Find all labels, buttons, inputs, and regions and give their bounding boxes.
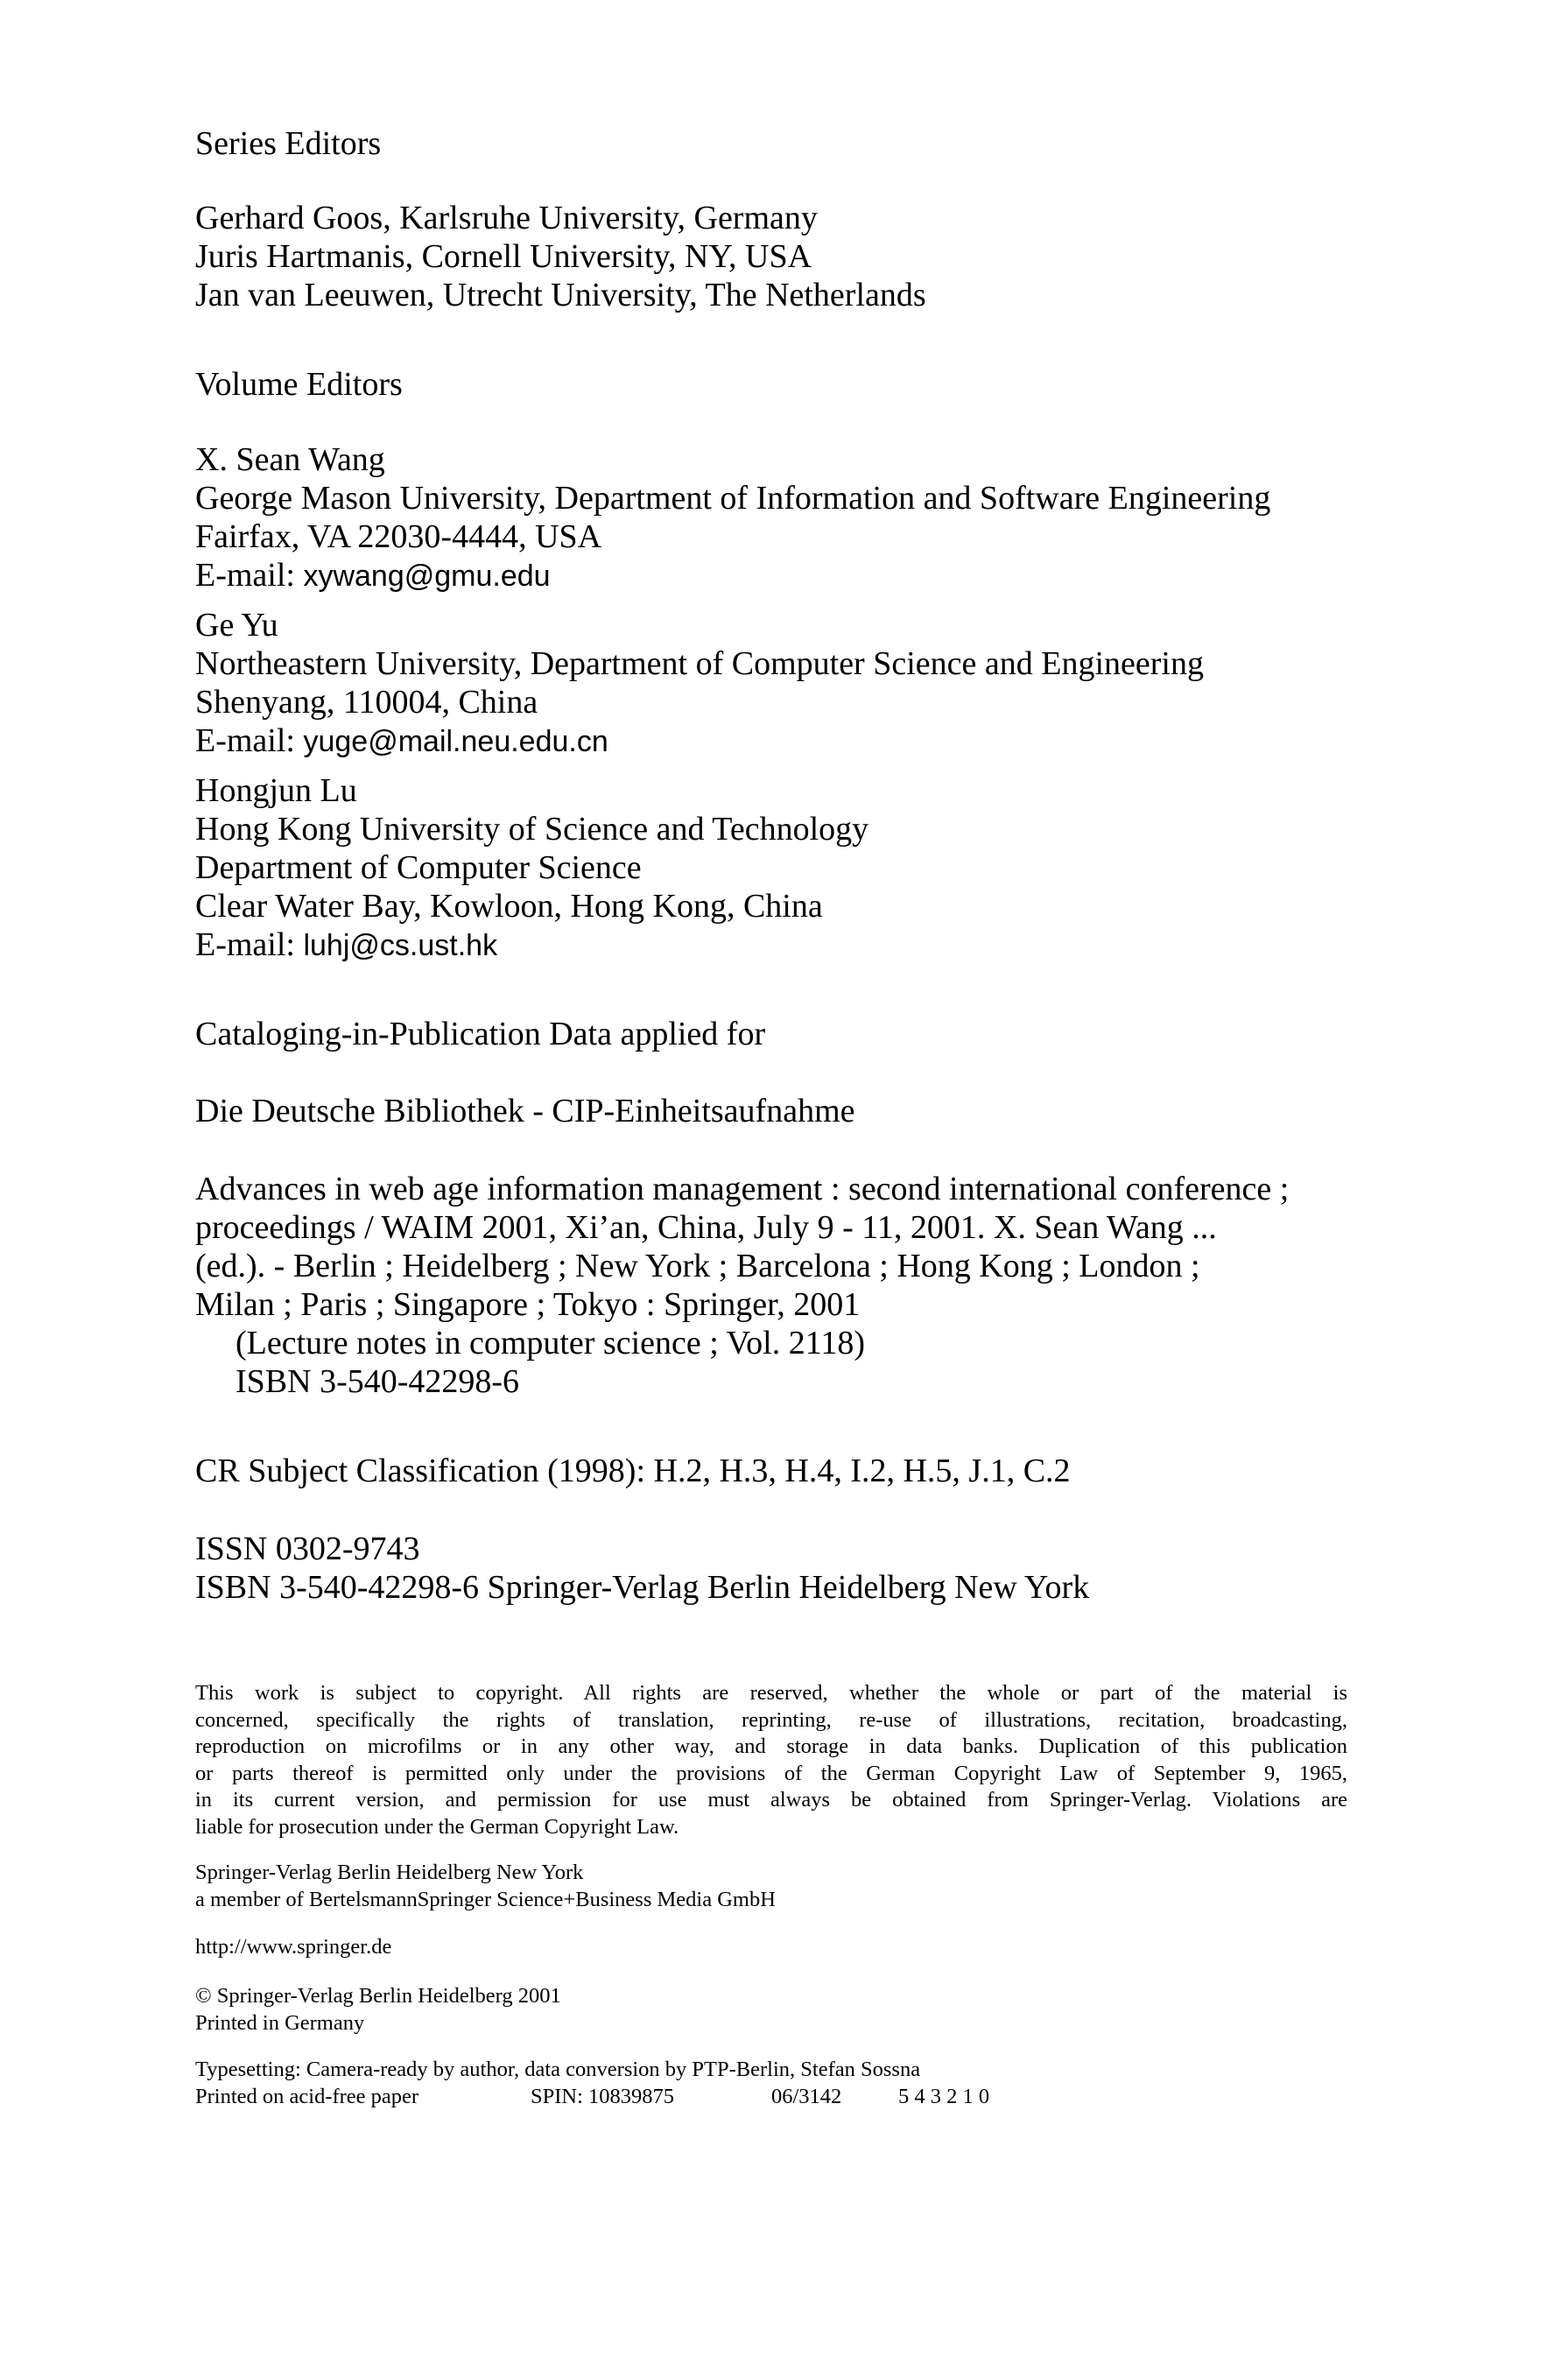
- email-prefix: E-mail:: [195, 926, 304, 963]
- email-prefix: E-mail:: [195, 722, 304, 759]
- copyright-notice-line: concerned, specifically the rights of translation, reprinting, re-use of illustrations, recitation, broadcasting,: [195, 1707, 1347, 1732]
- series-editor: Jan van Leeuwen, Utrecht University, The Netherlands: [195, 277, 926, 313]
- cip-library-text: Die Deutsche Bibliothek - CIP-Einheitsaufnahme: [195, 1093, 855, 1129]
- copyright-block: [195, 1983, 561, 2037]
- cip-record-line: (ed.). - Berlin ; Heidelberg ; New York ; Barcelona ; Hong Kong ; London ;: [195, 1248, 1200, 1284]
- series-editors-list: [195, 199, 926, 314]
- publisher-line: Springer-Verlag Berlin Heidelberg New York: [195, 1861, 584, 1884]
- isbn: ISBN 3-540-42298-6 Springer-Verlag Berlin Heidelberg New York: [195, 1569, 1090, 1606]
- editor-name: X. Sean Wang: [195, 441, 385, 478]
- editor-affiliation: Fairfax, VA 22030-4444, USA: [195, 518, 602, 555]
- spin-number: SPIN: 10839875: [531, 2084, 675, 2108]
- print-info-row: [195, 2084, 989, 2111]
- editor-name: Hongjun Lu: [195, 772, 357, 809]
- editor-affiliation: Clear Water Bay, Kowloon, Hong Kong, China: [195, 888, 823, 925]
- volume-editor-entry: [195, 606, 1204, 761]
- copyright-notice-line: in its current version, and permission for use must always be obtained from Springer-Verlag. Violations are: [195, 1788, 1347, 1812]
- cip-record-line: Advances in web age information management : second international conference ;: [195, 1171, 1290, 1207]
- copyright-notice-line: or parts thereof is permitted only under the provisions of the German Copyright Law of September 9, 1965,: [195, 1761, 1347, 1785]
- editor-affiliation: George Mason University, Department of Information and Software Engineering: [195, 480, 1271, 517]
- volume-editor-entry: [195, 440, 1270, 595]
- cip-record-line: ISBN 3-540-42298-6: [236, 1363, 520, 1400]
- print-run-numbers: 5 4 3 2 1 0: [898, 2084, 990, 2108]
- editor-name: Ge Yu: [195, 607, 278, 644]
- cip-record-line: proceedings / WAIM 2001, Xi’an, China, July 9 - 11, 2001. X. Sean Wang ...: [195, 1209, 1217, 1246]
- cr-classification: [195, 1452, 1071, 1490]
- cip-applied: [195, 1015, 765, 1053]
- publisher-line: a member of BertelsmannSpringer Science+Business Media GmbH: [195, 1887, 776, 1911]
- cip-library: [195, 1092, 855, 1130]
- editor-affiliation: Northeastern University, Department of Computer Science and Engineering: [195, 645, 1204, 682]
- series-editors-section: [195, 124, 381, 163]
- paper-info: Printed on acid-free paper: [195, 2084, 419, 2108]
- volume-editor-entry: [195, 771, 868, 965]
- editor-affiliation: Hong Kong University of Science and Technology: [195, 811, 869, 848]
- copyright-notice-line: reproduction on microfilms or in any other way, and storage in data banks. Duplication of this publication: [195, 1734, 1347, 1758]
- copyright-notice-line: This work is subject to copyright. All rights are reserved, whether the whole or part of the material is: [195, 1681, 1347, 1705]
- typesetting-block: [195, 2057, 989, 2110]
- editor-email-line: [195, 925, 868, 965]
- editor-email: luhj@cs.ust.hk: [303, 929, 498, 962]
- editor-affiliation: Shenyang, 110004, China: [195, 684, 538, 721]
- cip-record-line: Milan ; Paris ; Singapore ; Tokyo : Springer, 2001: [195, 1286, 861, 1323]
- volume-editors-heading: Volume Editors: [195, 366, 403, 403]
- printed-in: Printed in Germany: [195, 2010, 365, 2035]
- copyright-notice-line: liable for prosecution under the German Copyright Law.: [195, 1814, 679, 1839]
- series-editor: Gerhard Goos, Karlsruhe University, Germany: [195, 200, 818, 236]
- issn-isbn: [195, 1530, 1089, 1607]
- email-prefix: E-mail:: [195, 557, 304, 594]
- issn: ISSN 0302-9743: [195, 1530, 420, 1567]
- typesetting-line: Typesetting: Camera-ready by author, data conversion by PTP-Berlin, Stefan Sossna: [195, 2058, 921, 2081]
- publisher-url: http://www.springer.de: [195, 1935, 392, 1959]
- cip-record-line: (Lecture notes in computer science ; Vol. 2118): [236, 1325, 865, 1361]
- editor-email: xywang@gmu.edu: [303, 559, 551, 593]
- editor-email: yuge@mail.neu.edu.cn: [303, 725, 608, 758]
- cr-classification-text: CR Subject Classification (1998): H.2, H.3, H.4, I.2, H.5, J.1, C.2: [195, 1453, 1071, 1489]
- volume-editors-section: [195, 365, 403, 404]
- series-editors-heading: Series Editors: [195, 125, 382, 162]
- cip-record: [195, 1170, 1289, 1401]
- editor-affiliation: Department of Computer Science: [195, 849, 642, 886]
- editor-email-line: [195, 556, 1270, 595]
- copyright-line: © Springer-Verlag Berlin Heidelberg 2001: [195, 1984, 561, 2008]
- copyright-notice: [195, 1680, 1347, 1840]
- url-block: [195, 1934, 391, 1961]
- editor-email-line: [195, 721, 1204, 761]
- series-editor: Juris Hartmanis, Cornell University, NY, USA: [195, 238, 812, 275]
- print-code: 06/3142: [771, 2084, 842, 2108]
- publisher-block: [195, 1860, 776, 1913]
- cip-applied-text: Cataloging-in-Publication Data applied for: [195, 1016, 766, 1052]
